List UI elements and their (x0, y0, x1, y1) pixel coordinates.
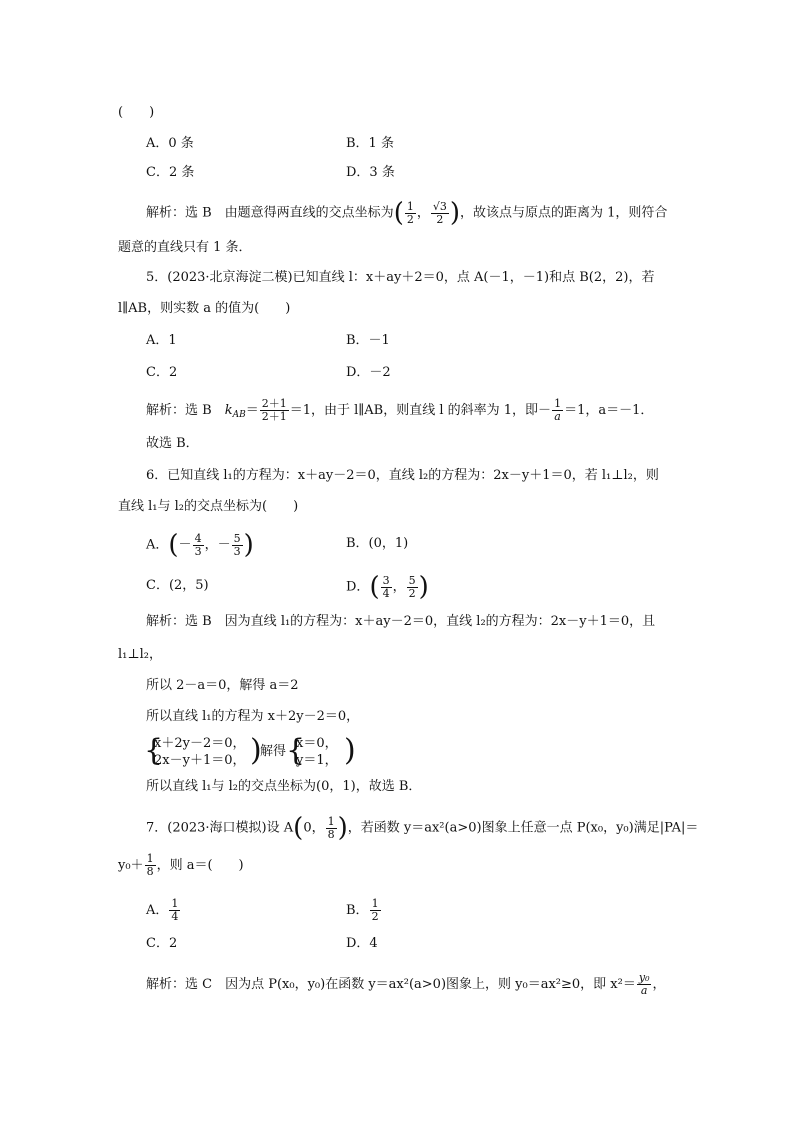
q6-stem-line2: 直线 l₁与 l₂的交点坐标为( ) (118, 499, 299, 514)
q4-solution-line2: 题意的直线只有 1 条． (118, 240, 252, 255)
q7-solution-line1 (146, 972, 666, 997)
q7-stem2-fraction: $\frac{1}{8}$ (146, 852, 154, 878)
q5-option-b: B．－1 (346, 333, 390, 348)
q7-stem-line2 (118, 853, 244, 878)
equation-1: x＋2y－2＝0， (154, 736, 246, 751)
solution-y: y＝1， (296, 753, 338, 768)
right-paren: ) (418, 572, 429, 602)
q5-solution (146, 398, 653, 425)
slope-subscript: AB (232, 410, 246, 420)
solve-label: 解得 (260, 744, 287, 759)
q7-option-a (146, 898, 181, 923)
right-paren: ) (344, 733, 356, 768)
solution-x: x＝0， (296, 736, 338, 751)
q4-solution-suffix: ，故该点与原点的距离为 1，则符合 (460, 205, 668, 221)
q4-fraction-x: $\frac{1}{2}$ (406, 199, 414, 226)
q7-stem2-suffix: ，则 a＝( ) (156, 858, 244, 873)
option-d-label: D． (346, 579, 370, 595)
q6-solution-line4: 所以直线 l₁的方程为 x＋2y－2＝0， (146, 709, 360, 724)
q4-option-a: A．0 条 (146, 136, 194, 151)
q7-stem-line1: 7．(2023·海口模拟)设 A(0， $\frac{1}{8}$ )，若函数 y＝ax²(a>0)图象上任意一点 P(x₀，y₀)满足|PA|＝ (146, 813, 699, 843)
q6-solution-line3: 所以 2－a＝0，解得 a＝2 (146, 678, 299, 693)
right-paren: ) (250, 733, 262, 768)
q7-point-fraction: $\frac{1}{8}$ (327, 814, 335, 841)
q7-solution-suffix: ， (652, 977, 666, 992)
q5-option-a: A．1 (146, 333, 177, 348)
q6-option-a: A．(－ $\frac{4}{3}$ ，－ $\frac{5}{3}$ ) (146, 530, 254, 560)
q6-solution-line6: 所以直线 l₁与 l₂的交点坐标为(0，1)，故选 B． (146, 779, 422, 794)
option-a-label: A． (146, 903, 169, 918)
q6-a-fraction-y: $\frac{5}{3}$ (233, 531, 241, 558)
q6-solution-line1: 解析：选 B 因为直线 l₁的方程为：x＋ay－2＝0，直线 l₂的方程为：2x－y＋1＝0，且 (146, 614, 656, 629)
q6-option-d: D．( $\frac{3}{4}$ ， $\frac{5}{2}$ ) (346, 572, 429, 602)
q6-stem-line1: 6．已知直线 l₁的方程为：x＋ay－2＝0，直线 l₂的方程为：2x－y＋1＝0，若 l₁⊥l₂，则 (146, 468, 659, 483)
q6-a-fraction-x: $\frac{4}{3}$ (194, 531, 202, 558)
q7-b-fraction: $\frac{1}{2}$ (371, 897, 379, 923)
q5-solution-mid: ＝1，由于 l∥AB，则直线 l 的斜率为 1，即－ (289, 403, 552, 418)
q5-option-d: D．－2 (346, 365, 391, 380)
q7-option-d: D．4 (346, 936, 378, 951)
left-brace: { (286, 733, 306, 768)
left-brace: { (144, 733, 164, 768)
q6-option-c: C．(2，5) (146, 578, 209, 593)
q5-solution-end: ＝1，a＝－1． (564, 403, 654, 418)
q5-stem-line2: l∥AB，则实数 a 的值为( ) (118, 301, 291, 316)
q6-d-fraction-y: $\frac{5}{2}$ (408, 573, 416, 600)
q7-solution-fraction: $\frac{\text{y₀}}{a}$ (638, 971, 650, 997)
q5-option-c: C．2 (146, 365, 178, 380)
q5-solution-line2: 故选 B． (146, 436, 199, 451)
left-paren: ( (369, 572, 380, 602)
q7-a-fraction: $\frac{1}{4}$ (171, 897, 179, 923)
q6-solution-line2: l₁⊥l₂， (118, 647, 162, 662)
q4-option-c: C．2 条 (146, 165, 195, 180)
q7-stem-prefix: 7．(2023·海口模拟)设 A (146, 820, 294, 836)
q5-stem-line1: 5．(2023·北京海淀二模)已知直线 l：x＋ay＋2＝0，点 A(－1，－1)和点 B(2，2)，若 (146, 270, 655, 285)
right-paren: ) (449, 198, 461, 228)
right-paren: ) (337, 813, 348, 843)
equation-2: 2x－y＋1＝0， (154, 753, 246, 768)
left-paren: ( (293, 813, 304, 843)
q4-fraction-y: $\frac{√3}{2}$ (432, 199, 447, 226)
q6-option-b: B．(0，1) (346, 536, 409, 551)
q4-option-d: D．3 条 (346, 165, 395, 180)
option-a-label: A． (146, 537, 169, 553)
q4-solution-prefix: 解析：选 B 由题意得两直线的交点坐标为 (146, 205, 394, 221)
q6-d-fraction-x: $\frac{3}{4}$ (382, 573, 390, 600)
left-paren: ( (393, 198, 404, 228)
q5-reciprocal-fraction: $\frac{1}{a}$ (554, 397, 562, 423)
right-paren: ) (243, 530, 254, 560)
equals-sign: ＝ (245, 403, 259, 418)
q4-option-b: B．1 条 (346, 136, 394, 151)
q7-solution-prefix: 解析：选 C 因为点 P(x₀，y₀)在函数 y＝ax²(a>0)图象上，则 y₀＝ax²≥0，即 x²＝ (146, 977, 636, 992)
q7-option-b (346, 898, 382, 923)
q7-stem2-prefix: y₀＋ (118, 858, 144, 873)
q4-bracket: ( ) (118, 105, 155, 120)
left-paren: ( (168, 530, 179, 560)
q4-solution: 解析：选 B 由题意得两直线的交点坐标为( $\frac{1}{2}$ ， $\frac{√3}{2}$ )，故该点与原点的距离为 1，则符合 (146, 198, 668, 228)
q7-option-c: C．2 (146, 936, 178, 951)
q5-solution-prefix: 解析：选 B (146, 403, 225, 418)
q5-slope-fraction: $\frac{2+1}{2+1}$ (261, 397, 287, 423)
slope-symbol: k (224, 403, 233, 418)
option-b-label: B． (346, 903, 369, 918)
q7-stem-suffix: ，若函数 y＝ax²(a>0)图象上任意一点 P(x₀，y₀)满足|PA|＝ (347, 820, 699, 836)
